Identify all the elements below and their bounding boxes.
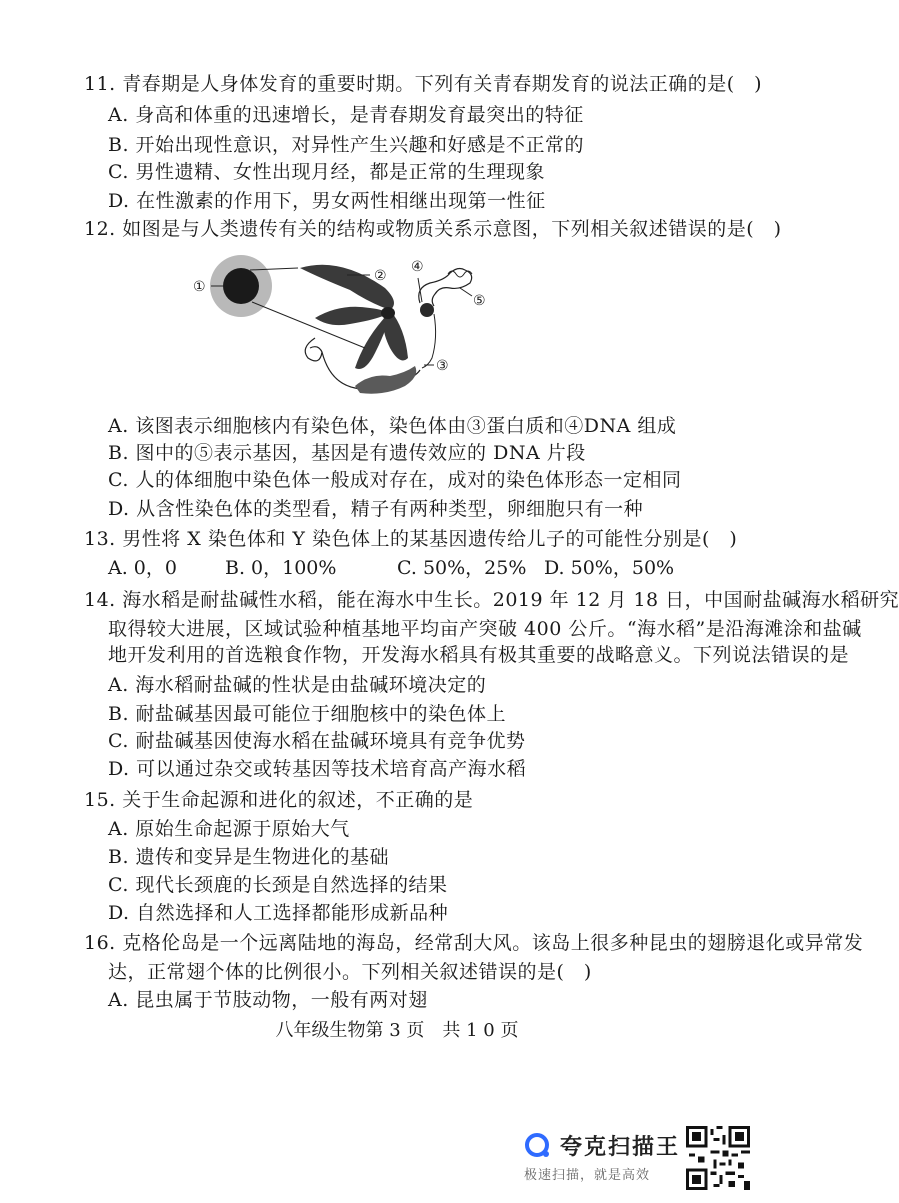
q12-option-a: A. 该图表示细胞核内有染色体，染色体由③蛋白质和④DNA 组成 xyxy=(108,415,677,437)
q15-option-b: B. 遗传和变异是生物进化的基础 xyxy=(108,846,390,868)
q13-option-a: A. 0，0 xyxy=(108,557,177,579)
q12-stem: 12. 如图是与人类遗传有关的结构或物质关系示意图，下列相关叙述错误的是( ) xyxy=(84,218,782,240)
scanner-brand xyxy=(524,1130,784,1190)
q15-option-d: D. 自然选择和人工选择都能形成新品种 xyxy=(108,902,449,924)
quark-logo-icon xyxy=(524,1132,552,1160)
q13-option-d: D. 50%，50% xyxy=(544,557,675,579)
q14-option-c: C. 耐盐碱基因使海水稻在盐碱环境具有竞争优势 xyxy=(108,730,526,752)
brand-title: 夸克扫描王 xyxy=(560,1135,681,1160)
q14-stem-line-3: 地开发利用的首选粮食作物，开发海水稻具有极其重要的战略意义。下列说法错误的是 xyxy=(108,644,850,666)
q16-stem-line-1: 16. 克格伦岛是一个远离陆地的海岛，经常刮大风。该岛上很多种昆虫的翅膀退化或异常发 xyxy=(84,932,864,954)
page-footer: 八年级生物第 3 页 共 1 0 页 xyxy=(275,1020,519,1041)
q16-option-a: A. 昆虫属于节肢动物，一般有两对翅 xyxy=(108,989,428,1011)
q11-option-a: A. 身高和体重的迅速增长，是青春期发育最突出的特征 xyxy=(108,104,584,126)
q15-option-a: A. 原始生命起源于原始大气 xyxy=(108,818,350,840)
qr-code-icon xyxy=(686,1126,750,1190)
q12-option-c: C. 人的体细胞中染色体一般成对存在，成对的染色体形态一定相同 xyxy=(108,469,682,491)
label-2: ② xyxy=(374,268,387,284)
label-4: ④ xyxy=(411,259,424,275)
q15-stem: 15. 关于生命起源和进化的叙述，不正确的是 xyxy=(84,789,474,811)
q14-option-a: A. 海水稻耐盐碱的性状是由盐碱环境决定的 xyxy=(108,674,487,696)
q16-stem-line-2: 达，正常翅个体的比例很小。下列相关叙述错误的是( ) xyxy=(108,961,592,983)
q13-stem: 13. 男性将 X 染色体和 Y 染色体上的某基因遗传给儿子的可能性分别是( ) xyxy=(84,528,738,550)
label-5: ⑤ xyxy=(473,293,486,309)
q11-option-c: C. 男性遗精、女性出现月经，都是正常的生理现象 xyxy=(108,161,545,183)
chromosome-dna-diagram xyxy=(190,248,510,408)
q15-option-c: C. 现代长颈鹿的长颈是自然选择的结果 xyxy=(108,874,448,896)
label-3: ③ xyxy=(436,358,449,374)
q13-options xyxy=(108,556,708,580)
q14-option-d: D. 可以通过杂交或转基因等技术培育高产海水稻 xyxy=(108,758,527,780)
q11-option-b: B. 开始出现性意识，对异性产生兴趣和好感是不正常的 xyxy=(108,134,585,156)
q11-option-d: D. 在性激素的作用下，男女两性相继出现第一性征 xyxy=(108,190,546,212)
q14-stem-line-1: 14. 海水稻是耐盐碱性水稻，能在海水中生长。2019 年 12 月 18 日，中国耐盐碱海水稻研究 xyxy=(84,589,899,611)
q14-stem-line-2: 取得较大进展，区域试验种植基地平均亩产突破 400 公斤。“海水稻”是沿海滩涂和盐碱 xyxy=(108,618,862,640)
label-1: ① xyxy=(193,279,206,295)
q14-option-b: B. 耐盐碱基因最可能位于细胞核中的染色体上 xyxy=(108,703,507,725)
q11-stem: 11. 青春期是人身体发育的重要时期。下列有关青春期发育的说法正确的是( ) xyxy=(84,73,763,95)
q12-option-b: B. 图中的⑤表示基因，基因是有遗传效应的 DNA 片段 xyxy=(108,442,586,464)
brand-subtitle: 极速扫描，就是高效 xyxy=(524,1168,651,1183)
nucleus-figure xyxy=(223,268,259,304)
q13-option-b: B. 0，100% xyxy=(225,557,337,579)
q13-option-c: C. 50%，25% xyxy=(397,557,527,579)
q12-option-d: D. 从含性染色体的类型看，精子有两种类型，卵细胞只有一种 xyxy=(108,498,644,520)
